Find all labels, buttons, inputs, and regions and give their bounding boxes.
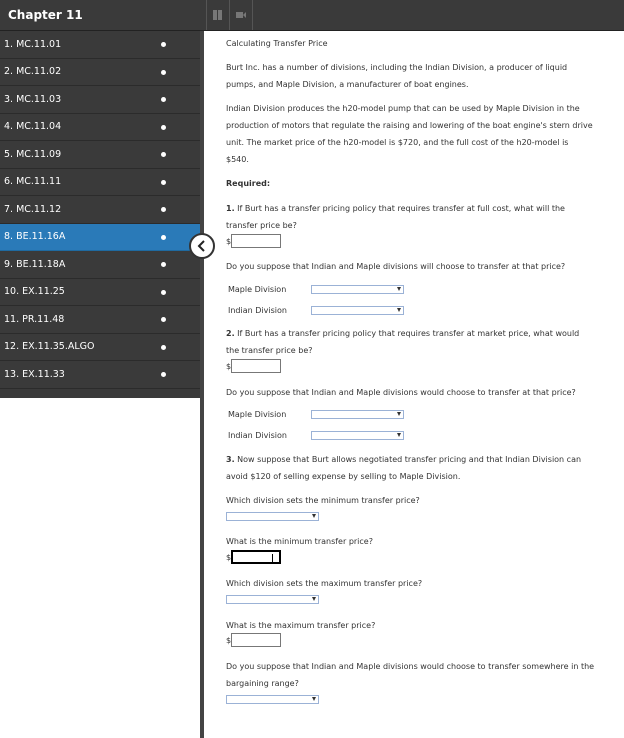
toolbar — [206, 0, 253, 30]
question-line: the transfer price be? — [226, 346, 313, 355]
question-line: avoid $120 of selling expense by selling to Maple Division. — [226, 472, 461, 481]
status-dot-icon — [161, 290, 166, 295]
dollar-sign: $ — [226, 237, 232, 246]
status-dot-icon — [161, 372, 166, 377]
maple-division-label: Maple Division — [228, 410, 287, 419]
question-number: 2. — [226, 329, 235, 338]
chevron-down-icon — [312, 514, 316, 518]
book-icon[interactable] — [206, 0, 229, 30]
status-dot-icon — [161, 207, 166, 212]
sidebar-item-mc-11-01[interactable] — [0, 31, 200, 59]
intro-line: pumps, and Maple Division, a manufacturer of boat engines. — [226, 80, 469, 89]
q1-indian-select[interactable] — [311, 306, 404, 315]
dollar-sign: $ — [226, 362, 232, 371]
intro-line: Burt Inc. has a number of divisions, including the Indian Division, a producer of liquid — [226, 63, 568, 72]
sidebar-item-mc-11-03[interactable] — [0, 86, 200, 114]
sidebar-item-label: 7. MC.11.12 — [4, 203, 62, 215]
chevron-down-icon — [312, 597, 316, 601]
sidebar-item-label: 3. MC.11.03 — [4, 93, 62, 105]
sidebar-item-mc-11-09[interactable] — [0, 141, 200, 169]
sidebar-item-mc-11-04[interactable] — [0, 114, 200, 142]
question-2-text — [226, 325, 618, 342]
top-bar — [0, 0, 624, 31]
question-line: Now suppose that Burt allows negotiated transfer pricing and that Indian Division can — [237, 455, 582, 464]
q2-transfer-price-input[interactable] — [231, 359, 281, 373]
sidebar-item-label: 12. EX.11.35.ALGO — [4, 341, 95, 353]
q1-maple-select[interactable] — [311, 285, 404, 294]
intro-line: $540. — [226, 155, 249, 164]
dollar-sign: $ — [226, 553, 232, 562]
question-line: Do you suppose that Indian and Maple divisions will choose to transfer at that price? — [226, 262, 566, 271]
status-dot-icon — [161, 70, 166, 75]
sidebar-item-label: 13. EX.11.33 — [4, 368, 65, 380]
question-number: 1. — [226, 204, 235, 213]
q3-max-division-select[interactable] — [226, 595, 319, 604]
sidebar-item-pr-11-48[interactable] — [0, 306, 200, 334]
collapse-sidebar-button[interactable] — [189, 233, 215, 259]
sidebar-item-label: 6. MC.11.11 — [4, 176, 62, 188]
question-3-text — [226, 451, 618, 468]
q3-max-price-input[interactable] — [231, 633, 281, 647]
status-dot-icon — [161, 42, 166, 47]
question-line: Do you suppose that Indian and Maple divisions would choose to transfer somewhere in the — [226, 662, 595, 671]
sidebar-item-mc-11-11[interactable] — [0, 169, 200, 197]
question-1-text — [226, 200, 618, 217]
status-dot-icon — [161, 345, 166, 350]
q3-min-price-input[interactable] — [231, 550, 281, 564]
question-line: bargaining range? — [226, 679, 299, 688]
dollar-sign: $ — [226, 636, 232, 645]
chapter-title: Chapter 11 — [8, 8, 83, 22]
question-line: What is the maximum transfer price? — [226, 621, 376, 630]
sidebar-item-ex-11-33[interactable] — [0, 361, 200, 389]
q2-indian-select[interactable] — [311, 431, 404, 440]
status-dot-icon — [161, 125, 166, 130]
q2-maple-select[interactable] — [311, 410, 404, 419]
indian-division-label: Indian Division — [228, 306, 287, 315]
sidebar-item-label: 2. MC.11.02 — [4, 66, 62, 78]
chevron-down-icon — [312, 697, 316, 701]
intro-line: Indian Division produces the h20-model pump that can be used by Maple Division in the — [226, 104, 580, 113]
sidebar-item-label: 9. BE.11.18A — [4, 258, 66, 270]
status-dot-icon — [161, 152, 166, 157]
intro-line: production of motors that regulate the raising and lowering of the boat engine's stern drive — [226, 121, 593, 130]
status-dot-icon — [161, 317, 166, 322]
sidebar-divider — [200, 31, 204, 738]
question-title: Calculating Transfer Price — [226, 39, 328, 48]
indian-division-label: Indian Division — [228, 431, 287, 440]
sidebar-item-be-11-18a[interactable] — [0, 251, 200, 279]
sidebar-item-be-11-16a[interactable] — [0, 224, 200, 252]
chevron-down-icon — [397, 308, 401, 312]
chevron-down-icon — [397, 287, 401, 291]
question-line: Which division sets the maximum transfer price? — [226, 579, 423, 588]
intro-line: unit. The market price of the h20-model is $720, and the full cost of the h20-model is — [226, 138, 569, 147]
q1-transfer-price-input[interactable] — [231, 234, 281, 248]
question-line: If Burt has a transfer pricing policy that requires transfer at market price, what would — [237, 329, 580, 338]
q3-bargaining-range-select[interactable] — [226, 695, 319, 704]
sidebar-item-label: 11. PR.11.48 — [4, 313, 65, 325]
question-line: transfer price be? — [226, 221, 297, 230]
sidebar-item-label: 4. MC.11.04 — [4, 121, 62, 133]
chevron-down-icon — [397, 412, 401, 416]
status-dot-icon — [161, 235, 166, 240]
video-icon[interactable] — [229, 0, 253, 30]
question-line: What is the minimum transfer price? — [226, 537, 373, 546]
sidebar-item-ex-11-35-algo[interactable] — [0, 334, 200, 362]
sidebar-item-label: 5. MC.11.09 — [4, 148, 62, 160]
maple-division-label: Maple Division — [228, 285, 287, 294]
required-heading: Required: — [226, 179, 271, 188]
status-dot-icon — [161, 180, 166, 185]
text-caret — [272, 554, 273, 562]
question-line: If Burt has a transfer pricing policy that requires transfer at full cost, what will the — [237, 204, 565, 213]
sidebar — [0, 31, 200, 398]
question-line: Do you suppose that Indian and Maple divisions would choose to transfer at that price? — [226, 388, 576, 397]
status-dot-icon — [161, 262, 166, 267]
sidebar-item-label: 8. BE.11.16A — [4, 231, 66, 243]
sidebar-item-mc-11-12[interactable] — [0, 196, 200, 224]
question-number: 3. — [226, 455, 235, 464]
sidebar-item-label: 1. MC.11.01 — [4, 38, 62, 50]
status-dot-icon — [161, 97, 166, 102]
sidebar-item-label: 10. EX.11.25 — [4, 286, 65, 298]
sidebar-item-mc-11-02[interactable] — [0, 59, 200, 87]
chevron-down-icon — [397, 433, 401, 437]
q3-min-division-select[interactable] — [226, 512, 319, 521]
sidebar-item-ex-11-25[interactable] — [0, 279, 200, 307]
question-line: Which division sets the minimum transfer price? — [226, 496, 420, 505]
chevron-left-icon — [197, 240, 207, 252]
